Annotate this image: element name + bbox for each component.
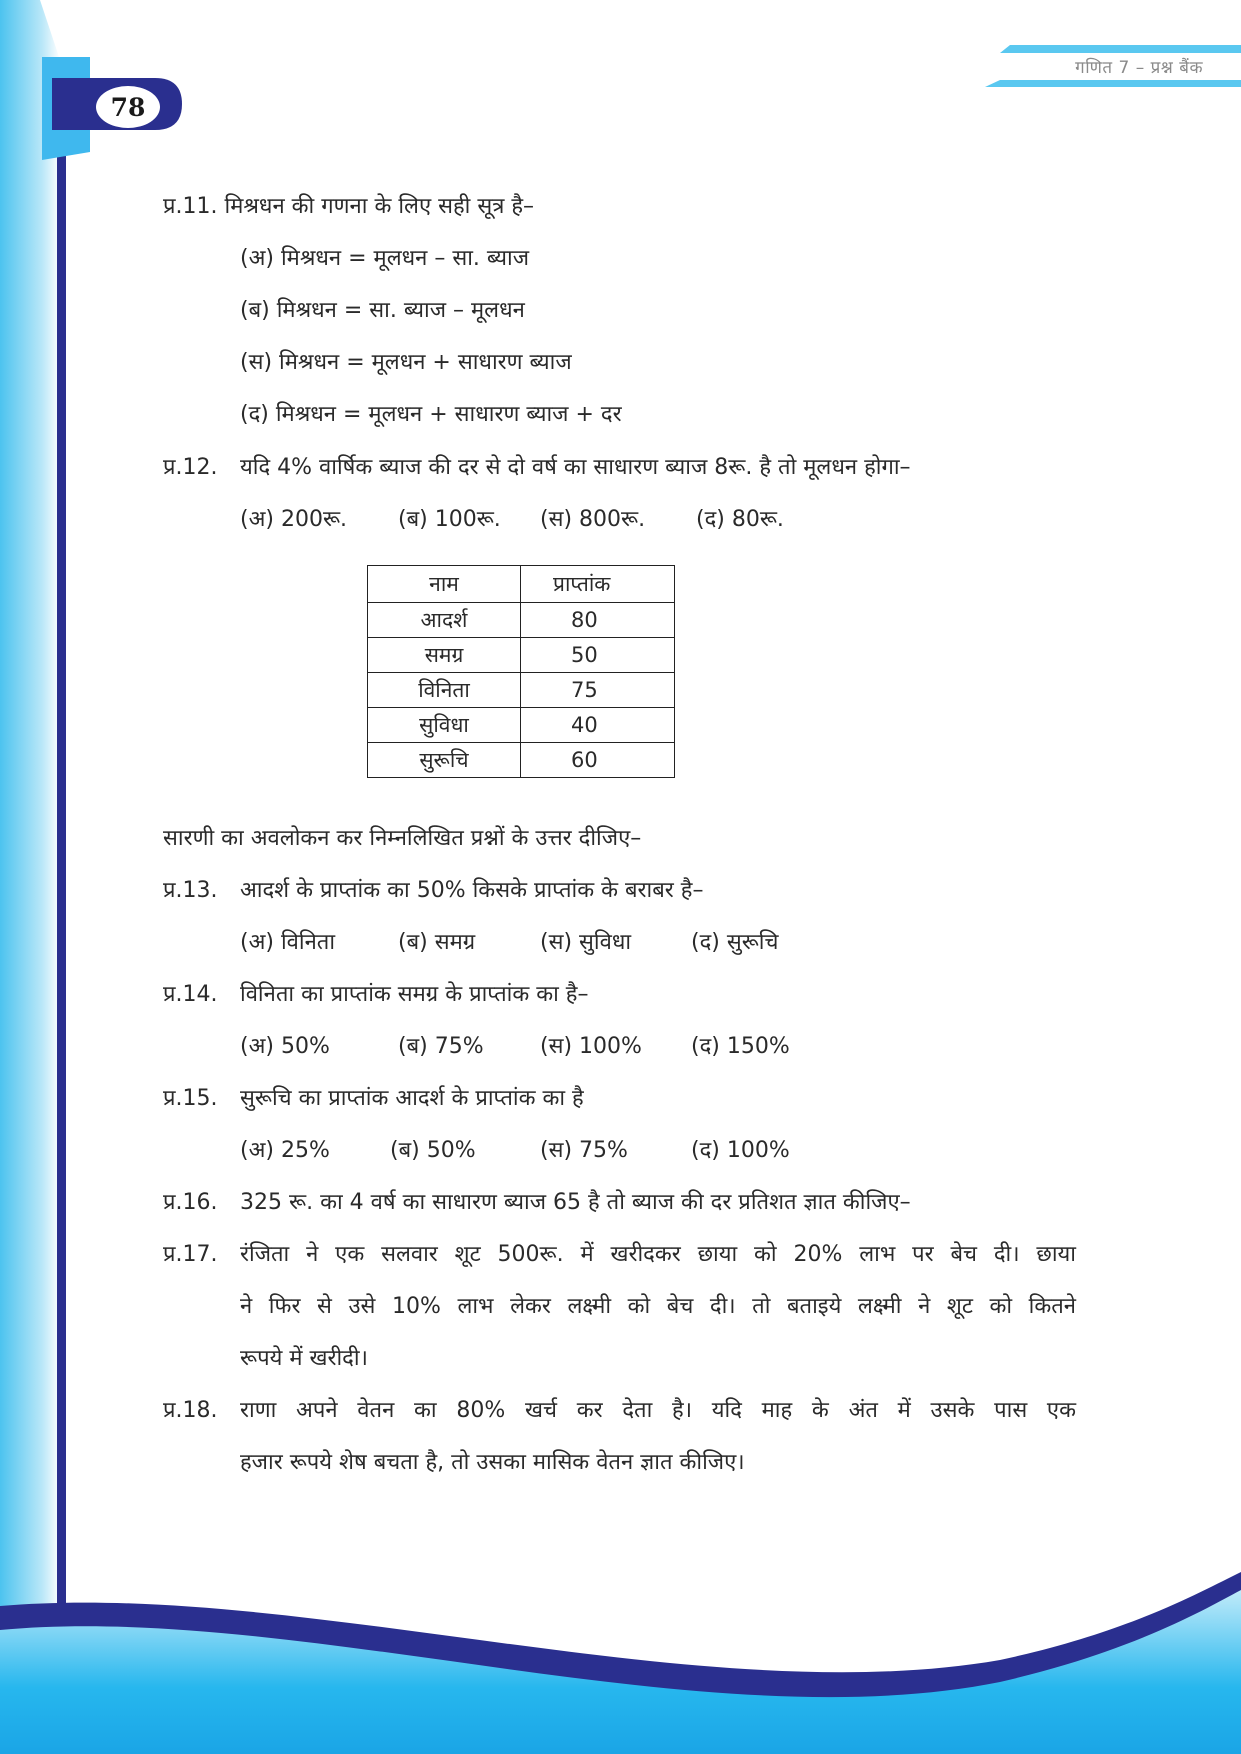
page-number: 78: [110, 93, 146, 122]
question-text: मिश्रधन की गणना के लिए सही सूत्र है–: [224, 194, 535, 219]
question-number: प्र.14.: [163, 982, 218, 1007]
marks-table: [367, 565, 675, 778]
table-instruction: सारणी का अवलोकन कर निम्नलिखित प्रश्नों के उत्तर दीजिए–: [163, 826, 642, 851]
question-number: प्र.17.: [163, 1242, 218, 1267]
question-text: सुरूचि का प्राप्तांक आदर्श के प्राप्तांक का है: [240, 1086, 584, 1111]
table-cell-name: समग्र: [368, 638, 521, 673]
question-text: विनिता का प्राप्तांक समग्र के प्राप्तांक का है–: [240, 982, 589, 1007]
table-header: नाम: [368, 566, 521, 603]
table-row: [368, 673, 675, 708]
q11-option-c: (स) मिश्रधन = मूलधन + साधारण ब्याज: [240, 350, 572, 375]
q14-option-c: (स) 100%: [540, 1034, 642, 1059]
question-text: यदि 4% वार्षिक ब्याज की दर से दो वर्ष का साधारण ब्याज 8रू. है तो मूलधन होगा–: [240, 455, 911, 480]
q13-option-a: (अ) विनिता: [240, 930, 336, 955]
table-cell-name: सुविधा: [368, 708, 521, 743]
question-text-line-2: ने फिर से उसे 10% लाभ लेकर लक्ष्मी को बेच दी। तो बताइये लक्ष्मी ने शूट को कितने: [240, 1294, 1076, 1319]
book-title: गणित 7 – प्रश्न बैंक: [1075, 58, 1203, 78]
table-row: [368, 638, 675, 673]
question-number: प्र.18.: [163, 1398, 218, 1423]
q13-option-c: (स) सुविधा: [540, 930, 632, 955]
table-cell-marks: 75: [521, 673, 675, 708]
q11-option-a: (अ) मिश्रधन = मूलधन – सा. ब्याज: [240, 246, 530, 271]
question-number: प्र.13.: [163, 878, 218, 903]
left-side-band: [0, 0, 60, 1754]
question-text-line-1: रंजिता ने एक सलवार शूट 500रू. में खरीदकर छाया को 20% लाभ पर बेच दी। छाया: [240, 1242, 1076, 1267]
table-row: [368, 743, 675, 778]
table-header: प्राप्तांक: [521, 566, 675, 603]
question-text-line-2: हजार रूपये शेष बचता है, तो उसका मासिक वेतन ज्ञात कीजिए।: [240, 1450, 745, 1475]
table-cell-marks: 50: [521, 638, 675, 673]
table-row: [368, 603, 675, 638]
q15-option-c: (स) 75%: [540, 1138, 628, 1163]
q13-option-b: (ब) समग्र: [398, 930, 476, 955]
table-cell-marks: 80: [521, 603, 675, 638]
question-text: 325 रू. का 4 वर्ष का साधारण ब्याज 65 है तो ब्याज की दर प्रतिशत ज्ञात कीजिए–: [240, 1190, 911, 1215]
q12-option-a: (अ) 200रू.: [240, 507, 348, 532]
question-text-line-3: रूपये में खरीदी।: [240, 1346, 368, 1371]
table-row: [368, 708, 675, 743]
question-text: आदर्श के प्राप्तांक का 50% किसके प्राप्तांक के बराबर है–: [240, 878, 704, 903]
q14-option-b: (ब) 75%: [398, 1034, 484, 1059]
table-cell-marks: 40: [521, 708, 675, 743]
q11-option-b: (ब) मिश्रधन = सा. ब्याज – मूलधन: [240, 298, 525, 323]
question-18: [163, 1394, 1083, 1422]
question-number: प्र.11.: [163, 194, 218, 219]
table-cell-name: सुरूचि: [368, 743, 521, 778]
table-cell-name: आदर्श: [368, 603, 521, 638]
q11-option-d: (द) मिश्रधन = मूलधन + साधारण ब्याज + दर: [240, 402, 622, 427]
q15-option-d: (द) 100%: [691, 1138, 790, 1163]
q12-option-d: (द) 80रू.: [696, 507, 784, 532]
question-text-line-1: राणा अपने वेतन का 80% खर्च कर देता है। यदि माह के अंत में उसके पास एक: [240, 1398, 1076, 1423]
question-11: [163, 190, 534, 220]
q12-option-c: (स) 800रू.: [540, 507, 646, 532]
vertical-rule: [57, 85, 66, 1665]
question-number: प्र.15.: [163, 1086, 218, 1111]
table-cell-marks: 60: [521, 743, 675, 778]
q14-option-a: (अ) 50%: [240, 1034, 330, 1059]
q15-option-b: (ब) 50%: [390, 1138, 476, 1163]
q14-option-d: (द) 150%: [691, 1034, 790, 1059]
question-number: प्र.16.: [163, 1190, 218, 1215]
question-number: प्र.12.: [163, 455, 218, 480]
question-17: [163, 1238, 1083, 1266]
header-bar-bottom: [985, 80, 1241, 87]
q12-option-b: (ब) 100रू.: [398, 507, 501, 532]
header-bar-top: [1000, 45, 1241, 53]
table-cell-name: विनिता: [368, 673, 521, 708]
table-header-row: [368, 566, 675, 603]
q15-option-a: (अ) 25%: [240, 1138, 330, 1163]
q13-option-d: (द) सुरूचि: [691, 930, 779, 955]
